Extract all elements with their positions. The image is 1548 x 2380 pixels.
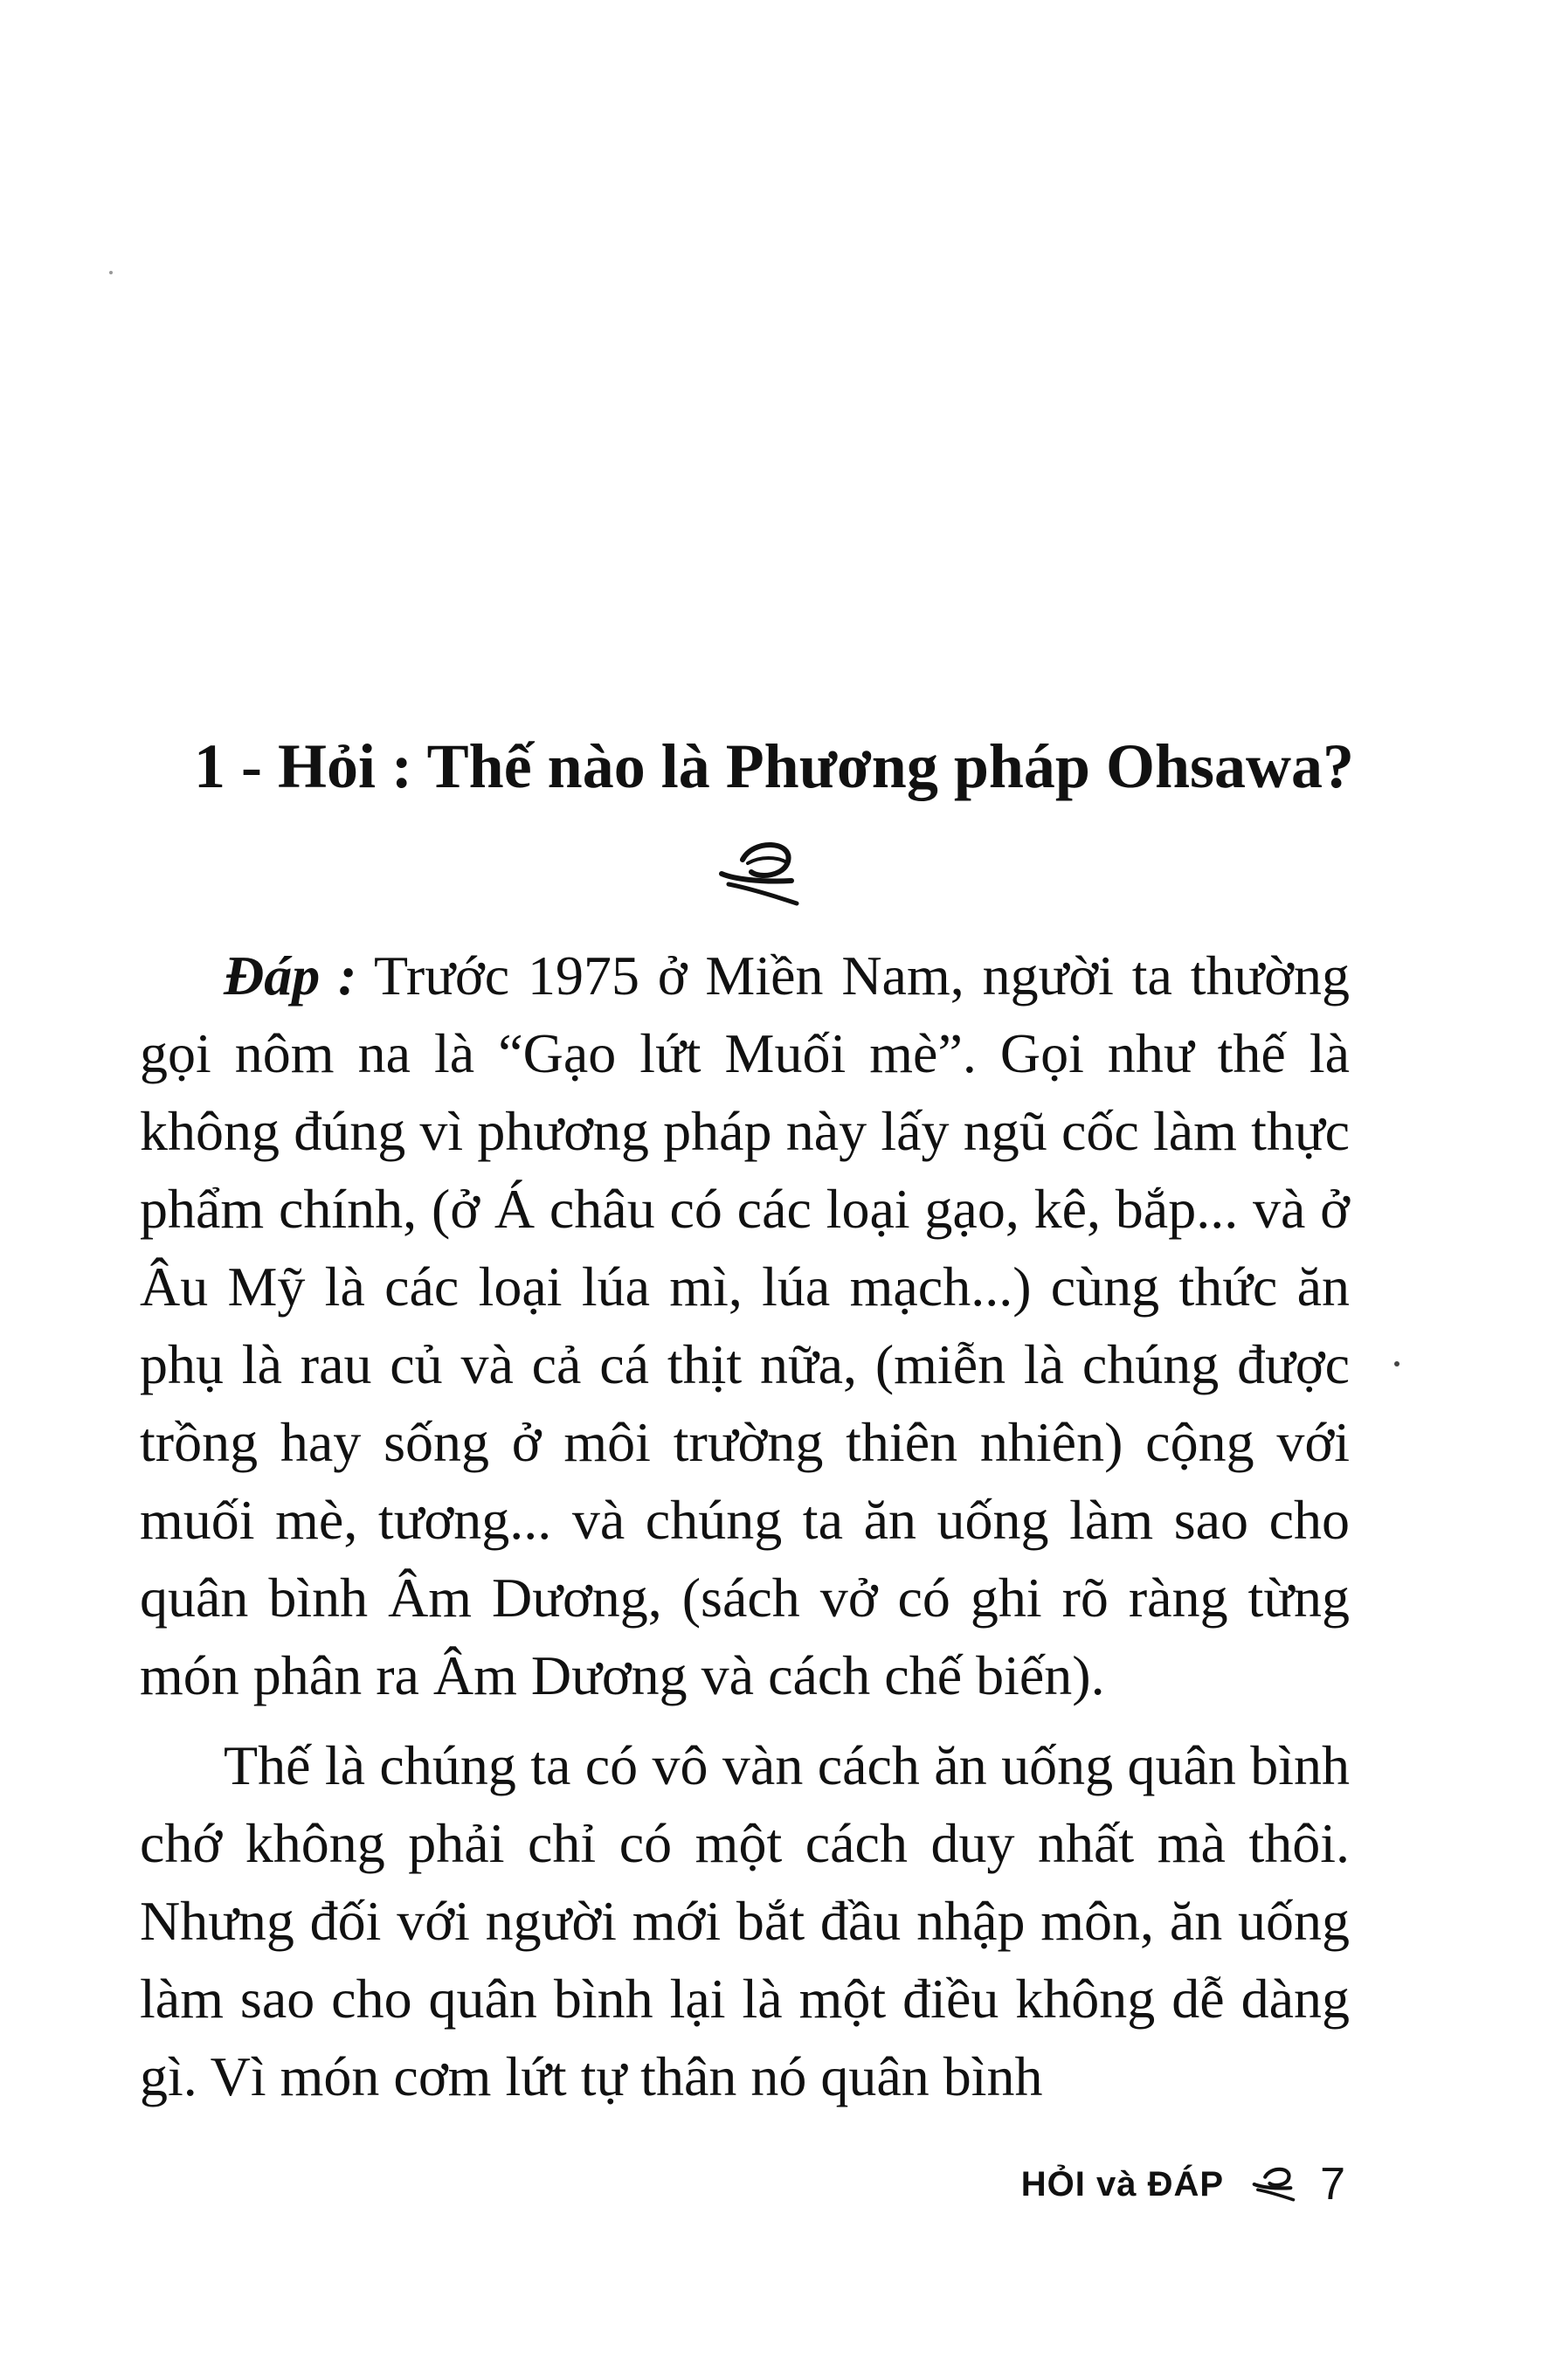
scan-speck [1394,1361,1399,1366]
answer-paragraph-1 [140,937,1350,1714]
answer-paragraph-2: Thế là chúng ta có vô vàn cách ăn uống quân bình chớ không phải chỉ có một cách duy nhất mà thôi. Nhưng đối với người mới bắt đầu nhập môn, ăn uống làm sao cho quân bình lại là một điều không dễ dàng gì. Vì món cơm lứt tự thân nó quân bình [140,1734,1350,2107]
scan-speck [109,271,113,274]
footer-rice-bowl-icon [1238,2162,1306,2207]
question-title: 1 - Hỏi : Thế nào là Phương pháp Ohsawa? [193,731,1355,801]
answer-label: Đáp : [224,944,357,1007]
page-number: 7 [1320,2159,1345,2210]
answer-paragraph-1-text: Trước 1975 ở Miền Nam, người ta thường gọi nôm na là “Gạo lứt Muối mè”. Gọi như thế là không đúng vì phương pháp này lấy ngũ cốc làm thực phẩm chính, (ở Á châu có các loại gạo, kê, bắp... và ở Âu Mỹ là các loại lúa mì, lúa mạch...) cùng thức ăn phụ là rau củ và cả cá thịt nữa, (miễn là chúng được trồng hay sống ở môi trường thiên nhiên) cộng với muối mè, tương... và chúng ta ăn uống làm sao cho quân bình Âm Dương, (sách vở có ghi rõ ràng từng món phân ra Âm Dương và cách chế biến). [140,944,1351,1706]
page-footer [1021,2158,1345,2210]
rice-bowl-chopsticks-icon [690,830,821,917]
answer-body [140,937,1350,2115]
running-head: HỎI và ĐÁP [1020,2164,1225,2204]
